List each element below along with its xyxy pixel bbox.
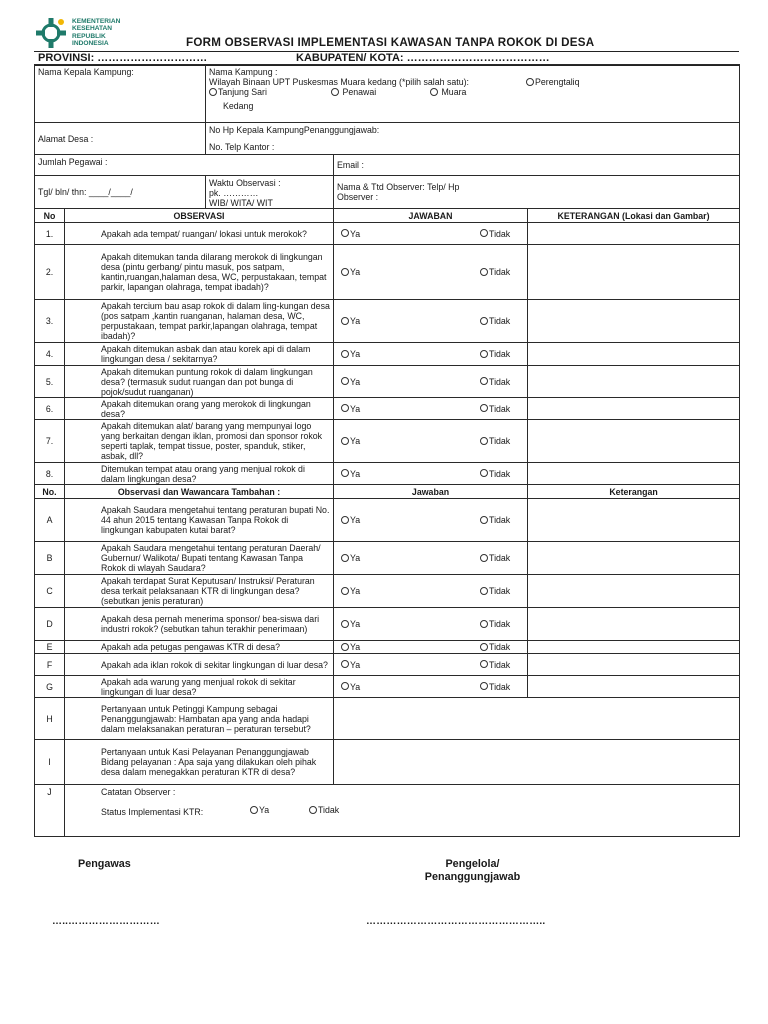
radio-icon[interactable] xyxy=(480,469,488,477)
answer-tidak[interactable] xyxy=(480,515,510,525)
option-label: Penawai xyxy=(342,87,377,97)
answer-label: Ya xyxy=(350,436,361,446)
answer-label: Tidak xyxy=(489,681,511,692)
table-row xyxy=(35,300,740,343)
answer-label: Tidak xyxy=(489,316,511,326)
answer-label: Tidak xyxy=(489,515,511,525)
table-row xyxy=(35,463,740,485)
answer-ya[interactable] xyxy=(341,349,360,359)
status-ya[interactable] xyxy=(250,805,269,815)
option-label: Perengtaliq xyxy=(535,77,580,87)
answer-cell xyxy=(334,575,528,608)
question-text: Apakah ditemukan puntung rokok di dalam lingkungan desa? (termasuk sudut ruangan dan pot bunga di pojok/sudut ruanganan) xyxy=(65,366,334,398)
answer-label: Tidak xyxy=(489,468,511,479)
answer-label: Ya xyxy=(350,267,361,277)
table-row xyxy=(35,575,740,608)
info-row-waktu xyxy=(35,176,740,209)
table-row xyxy=(35,676,740,698)
email-label: Email : xyxy=(337,160,364,170)
radio-icon[interactable] xyxy=(341,587,349,595)
keterangan-cell[interactable] xyxy=(528,676,740,698)
radio-icon[interactable] xyxy=(341,554,349,562)
row-number: 5. xyxy=(35,366,65,398)
observer-notes-cell[interactable] xyxy=(65,785,740,837)
logo-line: INDONESIA xyxy=(72,40,109,48)
pengelola-label xyxy=(400,858,545,884)
radio-icon[interactable] xyxy=(480,660,488,668)
kemenkes-logo-icon xyxy=(34,16,68,50)
radio-icon[interactable] xyxy=(341,350,349,358)
answer-cell xyxy=(334,366,528,398)
col-jawaban-header: JAWABAN xyxy=(334,209,528,223)
logo-text xyxy=(72,18,120,48)
col-observasi-tambahan-header: Observasi dan Wawancara Tambahan : xyxy=(65,485,334,499)
row-letter: J xyxy=(35,785,65,837)
answer-tidak[interactable] xyxy=(480,469,510,479)
radio-icon[interactable] xyxy=(480,377,488,385)
waktu-zone: WIB/ WITA/ WIT xyxy=(209,198,273,208)
row-number: 2. xyxy=(35,245,65,300)
radio-icon[interactable] xyxy=(341,469,349,477)
radio-icon[interactable] xyxy=(341,437,349,445)
table-row xyxy=(35,542,740,575)
answer-label: Tidak xyxy=(489,349,511,359)
answer-label: Ya xyxy=(350,553,361,563)
table-row-h xyxy=(35,698,740,740)
answer-label: Ya xyxy=(350,659,361,670)
answer-tidak[interactable] xyxy=(480,436,510,446)
table-row xyxy=(35,608,740,641)
answer-label: Ya xyxy=(350,316,361,326)
answer-cell xyxy=(334,300,528,343)
answer-cell xyxy=(334,463,528,485)
keterangan-cell[interactable] xyxy=(528,499,740,542)
keterangan-cell[interactable] xyxy=(528,641,740,654)
observer-label: Nama & Ttd Observer: Telp/ Hp xyxy=(337,182,460,192)
question-text: Ditemukan tempat atau orang yang menjual rokok di dalam lingkungan desa? xyxy=(65,463,334,485)
radio-icon[interactable] xyxy=(341,660,349,668)
logo-line: KESEHATAN xyxy=(72,25,113,33)
col-jawaban-header: Jawaban xyxy=(334,485,528,499)
option-penawai[interactable] xyxy=(331,87,376,97)
waktu-observasi-cell[interactable] xyxy=(206,176,334,209)
question-text: Apakah terdapat Surat Keputusan/ Instruksi/ Peraturan desa terkait pelaksanaan KTR di lingkungan desa? (sebutkan jenis peraturan) xyxy=(65,575,334,608)
answer-label: Tidak xyxy=(489,228,511,239)
answer-cell xyxy=(334,398,528,420)
question-text: Pertanyaan untuk Petinggi Kampung sebagai Penanggungjawab: Hambatan apa yang anda hadapi dalam melaksanakan peraturan – peraturan tersebut? xyxy=(65,698,334,740)
keterangan-cell[interactable] xyxy=(528,463,740,485)
answer-ya[interactable] xyxy=(341,316,360,326)
radio-icon[interactable] xyxy=(341,643,349,651)
pengelola-line2: Penanggungjawab xyxy=(424,871,521,883)
radio-icon[interactable] xyxy=(209,88,217,96)
keterangan-cell[interactable] xyxy=(528,654,740,676)
answer-area[interactable] xyxy=(334,740,740,785)
answer-ya[interactable] xyxy=(341,229,360,239)
radio-icon[interactable] xyxy=(309,806,317,814)
answer-label: Tidak xyxy=(489,659,511,670)
info-row-kampung xyxy=(35,65,740,123)
keterangan-cell[interactable] xyxy=(528,300,740,343)
question-text: Apakah tercium bau asap rokok di dalam ling-kungan desa (pos satpam ,kantin ruanganan, halaman desa, WC, perpustakaan, tempat parkir,lapangan olahraga, tempat ibadah)? xyxy=(65,300,334,343)
option-perengtaliq[interactable] xyxy=(526,77,580,87)
answer-cell xyxy=(334,676,528,698)
row-letter: I xyxy=(35,740,65,785)
table1-header xyxy=(35,209,740,223)
table-row xyxy=(35,398,740,420)
keterangan-cell[interactable] xyxy=(528,420,740,463)
table-row xyxy=(35,641,740,654)
answer-tidak[interactable] xyxy=(480,642,510,652)
answer-label: Ya xyxy=(350,468,361,479)
answer-cell xyxy=(334,542,528,575)
answer-label: Tidak xyxy=(318,805,340,815)
answer-ya[interactable] xyxy=(341,586,360,596)
info-row-pegawai xyxy=(35,155,740,176)
nama-kampung-label: Nama Kampung : xyxy=(209,67,278,77)
radio-icon[interactable] xyxy=(526,78,534,86)
keterangan-cell[interactable] xyxy=(528,575,740,608)
telp-kantor-label: No. Telp Kantor : xyxy=(209,142,275,152)
radio-icon[interactable] xyxy=(341,404,349,412)
row-letter: A xyxy=(35,499,65,542)
logo-line: REPUBLIK xyxy=(72,32,106,40)
answer-ya[interactable] xyxy=(341,660,360,670)
col-keterangan-header: Keterangan xyxy=(528,485,740,499)
answer-ya[interactable] xyxy=(341,682,360,692)
row-number: 4. xyxy=(35,343,65,366)
wilayah-binaan-text: Wilayah Binaan UPT Puskesmas Muara kedang (*pilih salah satu): xyxy=(209,77,469,87)
contact-cell[interactable] xyxy=(206,123,740,155)
radio-icon[interactable] xyxy=(341,268,349,276)
answer-cell xyxy=(334,608,528,641)
question-text: Apakah ada iklan rokok di sekitar lingkungan di luar desa? xyxy=(65,654,334,676)
row-letter: H xyxy=(35,698,65,740)
status-label: Status Implementasi KTR: xyxy=(101,807,204,817)
tanggal-label: Tgl/ bln/ thn: ____/____/ xyxy=(38,187,133,197)
row-letter: E xyxy=(35,641,65,654)
answer-tidak[interactable] xyxy=(480,267,510,277)
answer-label: Tidak xyxy=(489,436,511,446)
answer-tidak[interactable] xyxy=(480,316,510,326)
answer-label: Ya xyxy=(350,515,361,525)
option-muara-kedang[interactable] xyxy=(430,87,466,97)
answer-label: Tidak xyxy=(489,403,511,414)
radio-icon[interactable] xyxy=(331,88,339,96)
question-text: Apakah desa pernah menerima sponsor/ bea-siswa dari industri rokok? (sebutkan tahun terakhir penerimaan) xyxy=(65,608,334,641)
observation-form-table xyxy=(34,64,740,837)
answer-label: Tidak xyxy=(489,586,511,596)
nama-kampung-cell xyxy=(206,65,740,123)
answer-label: Ya xyxy=(350,586,361,596)
question-text: Apakah ditemukan tanda dilarang merokok di lingkungan desa (pintu gerbang/ pintu masuk, pos satpam, kantin,ruangan,halaman desa, WC, perpustakaan, tempat parkir, lapangan olahraga, tempat ibadah)? xyxy=(65,245,334,300)
col-no-header: No xyxy=(35,209,65,223)
radio-icon[interactable] xyxy=(480,437,488,445)
answer-ya[interactable] xyxy=(341,553,360,563)
option-label: Tanjung Sari xyxy=(218,87,267,97)
catatan-observer-label: Catatan Observer : xyxy=(101,787,176,797)
radio-icon[interactable] xyxy=(480,620,488,628)
observer-cell[interactable] xyxy=(334,176,740,209)
answer-ya[interactable] xyxy=(341,515,360,525)
pengawas-label: Pengawas xyxy=(78,858,131,870)
answer-label: Ya xyxy=(350,403,361,414)
keterangan-cell[interactable] xyxy=(528,608,740,641)
answer-tidak[interactable] xyxy=(480,377,510,387)
answer-cell xyxy=(334,343,528,366)
answer-label: Tidak xyxy=(489,642,511,652)
question-text: Apakah Saudara mengetahui tentang peraturan bupati No. 44 ahun 2015 tentang Kawasan Tanpa Rokok di lingkungan kabupaten kutai barat? xyxy=(65,499,334,542)
option-tanjung-sari[interactable] xyxy=(209,87,267,97)
answer-cell xyxy=(334,499,528,542)
answer-ya[interactable] xyxy=(341,469,360,479)
radio-icon[interactable] xyxy=(341,229,349,237)
option-label: Muara xyxy=(441,87,467,97)
radio-icon[interactable] xyxy=(430,88,438,96)
question-text: Apakah ditemukan orang yang merokok di lingkungan desa? xyxy=(65,398,334,420)
radio-icon[interactable] xyxy=(480,554,488,562)
question-text: Apakah ditemukan alat/ barang yang mempunyai logo yang berkaitan dengan iklan, promosi dan sponsor rokok seperti taplak, tempat tissue, poster, spanduk, stiker, asbak, dll? xyxy=(65,420,334,463)
answer-label: Ya xyxy=(350,642,361,652)
radio-icon[interactable] xyxy=(480,587,488,595)
keterangan-cell[interactable] xyxy=(528,398,740,420)
row-number: 6. xyxy=(35,398,65,420)
answer-label: Tidak xyxy=(489,376,511,387)
answer-tidak[interactable] xyxy=(480,682,510,692)
keterangan-cell[interactable] xyxy=(528,245,740,300)
answer-tidak[interactable] xyxy=(480,349,510,359)
answer-ya[interactable] xyxy=(341,377,360,387)
radio-icon[interactable] xyxy=(480,516,488,524)
radio-icon[interactable] xyxy=(480,404,488,412)
answer-label: Ya xyxy=(350,619,361,629)
answer-label: Tidak xyxy=(489,553,511,563)
table-row xyxy=(35,654,740,676)
logo-line: KEMENTERIAN xyxy=(72,18,121,25)
radio-icon[interactable] xyxy=(341,317,349,325)
row-letter: C xyxy=(35,575,65,608)
answer-label: Ya xyxy=(350,681,361,692)
row-number: 3. xyxy=(35,300,65,343)
table-row xyxy=(35,343,740,366)
row-number: 1. xyxy=(35,223,65,245)
col-no-header: No. xyxy=(35,485,65,499)
form-title: FORM OBSERVASI IMPLEMENTASI KAWASAN TANPA ROKOK DI DESA xyxy=(186,36,595,49)
jumlah-pegawai-label: Jumlah Pegawai : xyxy=(38,157,108,167)
question-text: Pertanyaan untuk Kasi Pelayanan Penanggungjawab Bidang pelayanan : Apa saja yang dilakukan oleh pihak desa dalam menegakkan peraturan KTR di desa? xyxy=(65,740,334,785)
radio-icon[interactable] xyxy=(341,516,349,524)
answer-ya[interactable] xyxy=(341,619,360,629)
row-letter: B xyxy=(35,542,65,575)
row-letter: G xyxy=(35,676,65,698)
answer-label: Ya xyxy=(350,228,361,239)
keterangan-cell[interactable] xyxy=(528,366,740,398)
answer-cell xyxy=(334,641,528,654)
answer-cell xyxy=(334,245,528,300)
status-implementasi xyxy=(101,807,736,817)
option-label-continued: Kedang xyxy=(223,101,254,111)
no-hp-label: No Hp Kepala KampungPenanggungjawab: xyxy=(209,125,380,135)
status-tidak[interactable] xyxy=(309,805,339,815)
radio-icon[interactable] xyxy=(341,620,349,628)
radio-icon[interactable] xyxy=(480,643,488,651)
alamat-desa-cell[interactable] xyxy=(35,123,206,155)
answer-ya[interactable] xyxy=(341,436,360,446)
table-row xyxy=(35,223,740,245)
answer-label: Ya xyxy=(259,805,270,815)
answer-cell xyxy=(334,420,528,463)
table-row xyxy=(35,245,740,300)
table-row xyxy=(35,499,740,542)
ministry-logo xyxy=(34,16,144,52)
answer-tidak[interactable] xyxy=(480,553,510,563)
answer-label: Tidak xyxy=(489,267,511,277)
answer-ya[interactable] xyxy=(341,267,360,277)
pengelola-line1: Pengelola/ xyxy=(445,858,500,870)
table-row-j xyxy=(35,785,740,837)
radio-icon[interactable] xyxy=(480,229,488,237)
waktu-label: Waktu Observasi : xyxy=(209,178,281,188)
answer-cell xyxy=(334,654,528,676)
keterangan-cell[interactable] xyxy=(528,343,740,366)
question-text: Apakah ada tempat/ ruangan/ lokasi untuk merokok? xyxy=(65,223,334,245)
email-cell[interactable] xyxy=(334,155,740,176)
row-letter: D xyxy=(35,608,65,641)
row-number: 7. xyxy=(35,420,65,463)
pengelola-signature-line[interactable]: …………………………………………….. xyxy=(366,916,546,927)
kepala-kampung-cell[interactable] xyxy=(35,65,206,123)
answer-tidak[interactable] xyxy=(480,619,510,629)
answer-cell xyxy=(334,223,528,245)
question-text: Apakah Saudara mengetahui tentang peraturan Daerah/ Gubernur/ Walikota/ Bupati tentang Kawasan Tanpa Rokok di wlayah Saudara? xyxy=(65,542,334,575)
answer-tidak[interactable] xyxy=(480,229,510,239)
row-letter: F xyxy=(35,654,65,676)
keterangan-cell[interactable] xyxy=(528,542,740,575)
answer-label: Ya xyxy=(350,376,361,387)
radio-icon[interactable] xyxy=(341,682,349,690)
row-number: 8. xyxy=(35,463,65,485)
answer-tidak[interactable] xyxy=(480,660,510,670)
table-row xyxy=(35,366,740,398)
answer-area[interactable] xyxy=(334,698,740,740)
observer-label-2: Observer : xyxy=(337,192,379,202)
tanggal-cell[interactable] xyxy=(35,176,206,209)
answer-tidak[interactable] xyxy=(480,404,510,414)
question-text: Apakah ada petugas pengawas KTR di desa? xyxy=(65,641,334,654)
table2-header xyxy=(35,485,740,499)
waktu-pk: pk. ………… xyxy=(209,188,259,198)
keterangan-cell[interactable] xyxy=(528,223,740,245)
jumlah-pegawai-cell[interactable] xyxy=(35,155,334,176)
answer-ya[interactable] xyxy=(341,642,360,652)
table-row-i xyxy=(35,740,740,785)
alamat-desa-label: Alamat Desa : xyxy=(38,133,94,144)
kepala-kampung-label: Nama Kepala Kampung: xyxy=(38,67,134,77)
answer-label: Ya xyxy=(350,349,361,359)
radio-icon[interactable] xyxy=(480,268,488,276)
question-text: Apakah ada warung yang menjual rokok di sekitar lingkungan di luar desa? xyxy=(65,676,334,698)
answer-label: Tidak xyxy=(489,619,511,629)
answer-tidak[interactable] xyxy=(480,586,510,596)
col-keterangan-header: KETERANGAN (Lokasi dan Gambar) xyxy=(528,209,740,223)
question-text: Apakah ditemukan asbak dan atau korek api di dalam lingkungan desa / sekitarnya? xyxy=(65,343,334,366)
info-row-alamat xyxy=(35,123,740,155)
kabupaten-field[interactable]: KABUPATEN/ KOTA: ………………………………… xyxy=(296,52,550,64)
col-observasi-header: OBSERVASI xyxy=(65,209,334,223)
radio-icon[interactable] xyxy=(250,806,258,814)
answer-ya[interactable] xyxy=(341,404,360,414)
radio-icon[interactable] xyxy=(480,317,488,325)
radio-icon[interactable] xyxy=(341,377,349,385)
provinsi-field[interactable]: PROVINSI: ………………………… xyxy=(38,52,208,64)
radio-icon[interactable] xyxy=(480,350,488,358)
radio-icon[interactable] xyxy=(480,682,488,690)
pengawas-signature-line[interactable]: …..……………………… xyxy=(52,916,160,927)
table-row xyxy=(35,420,740,463)
